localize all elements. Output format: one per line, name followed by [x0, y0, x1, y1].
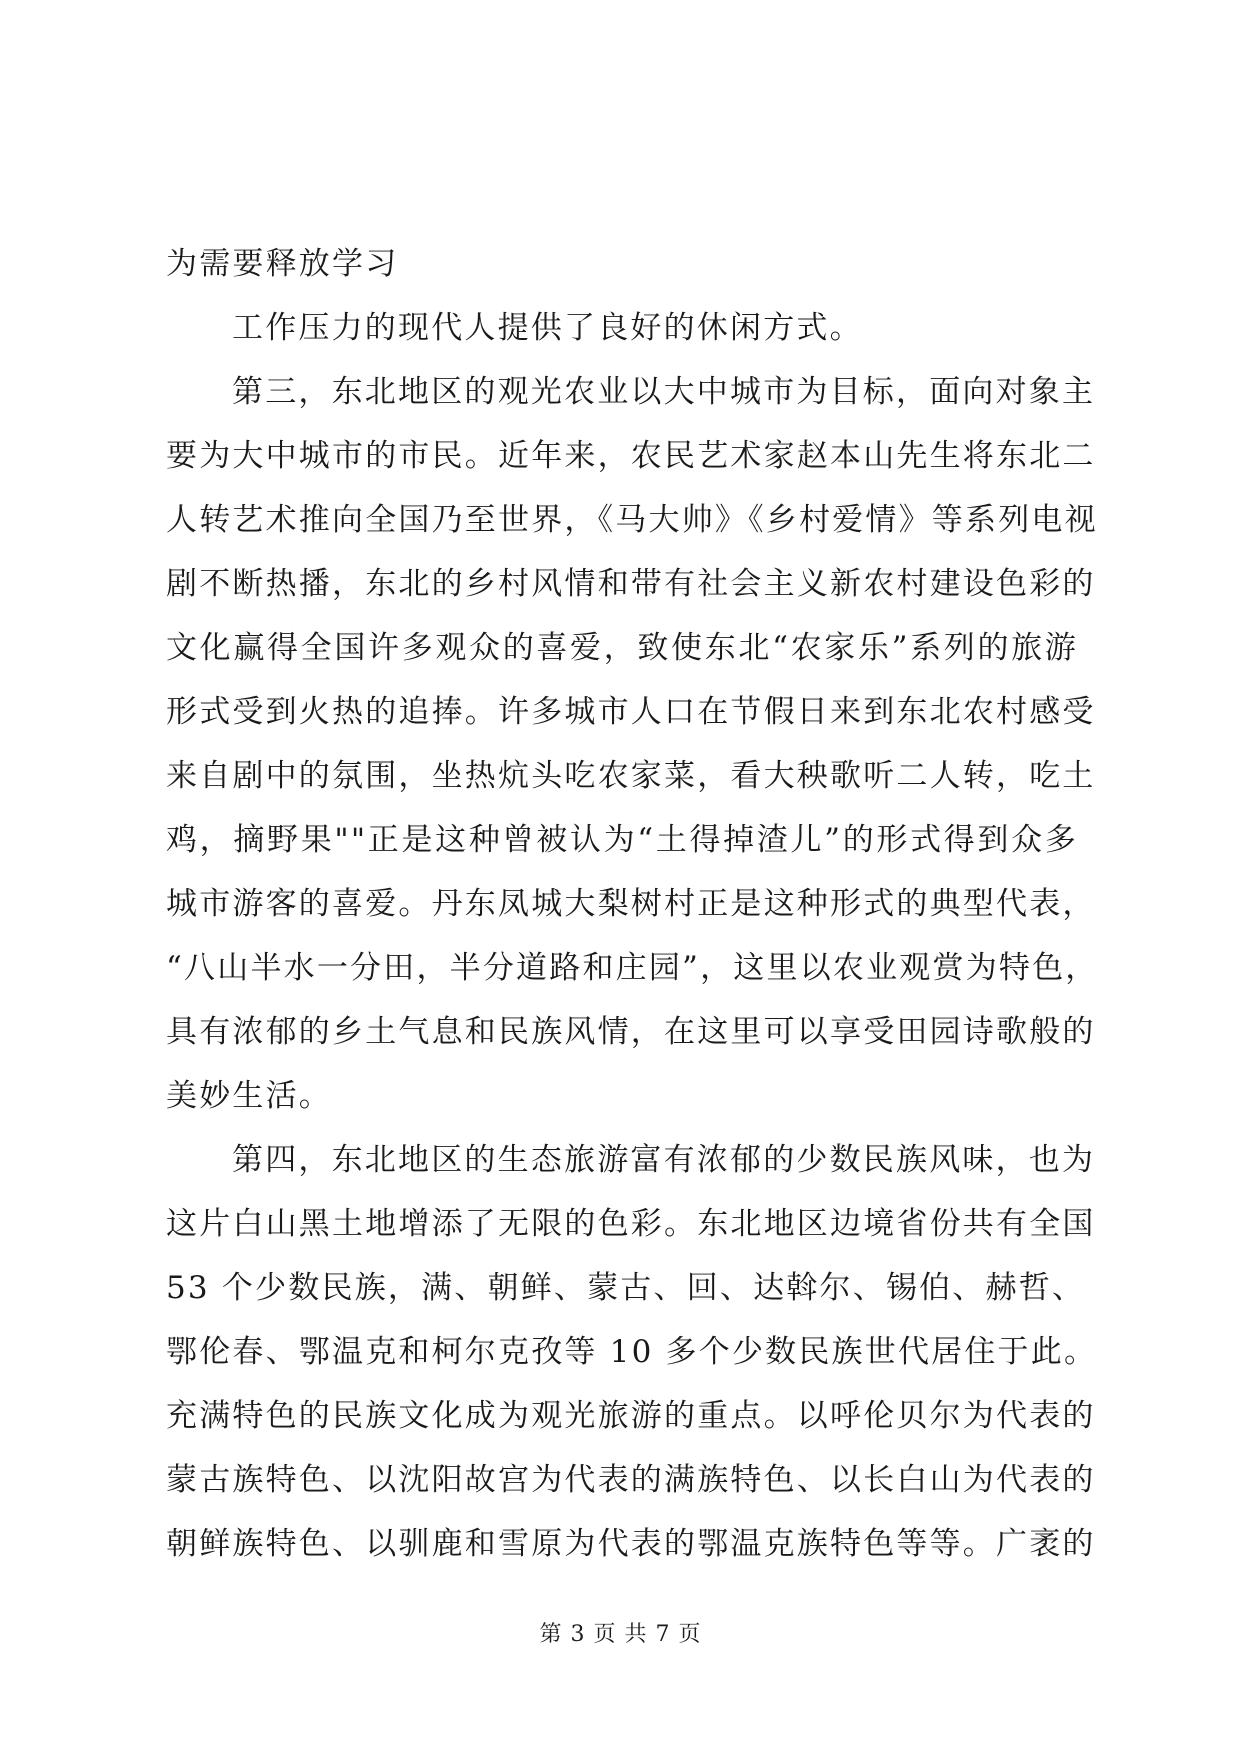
text-line: 人转艺术推向全国乃至世界，《马大帅》《乡村爱情》等系列电视: [166, 502, 1098, 538]
text-line: “八山半水一分田，半分道路和庄园”，这里以农业观赏为特色，: [166, 950, 1099, 986]
text-line: 鄂伦春、鄂温克和柯尔克孜等 10 多个少数民族世代居住于此。: [166, 1334, 1098, 1370]
text-line: 工作压力的现代人提供了良好的休闲方式。: [232, 310, 863, 346]
text-line: 文化赢得全国许多观众的喜爱，致使东北“农家乐”系列的旅游: [166, 630, 1078, 666]
text-line: 朝鲜族特色、以驯鹿和雪原为代表的鄂温克族特色等等。广袤的: [166, 1526, 1096, 1562]
text-line: 为需要释放学习: [166, 246, 399, 282]
text-line: 第四，东北地区的生态旅游富有浓郁的少数民族风味，也为: [232, 1142, 1096, 1178]
text-line: 第三，东北地区的观光农业以大中城市为目标，面向对象主: [232, 374, 1096, 410]
text-line: 要为大中城市的市民。近年来，农民艺术家赵本山先生将东北二: [166, 438, 1096, 474]
text-line: 具有浓郁的乡土气息和民族风情，在这里可以享受田园诗歌般的: [166, 1014, 1096, 1050]
text-line: 来自剧中的氛围，坐热炕头吃农家菜，看大秧歌听二人转，吃土: [166, 758, 1096, 794]
text-line: 美妙生活。: [166, 1078, 332, 1114]
text-line: 53 个少数民族，满、朝鲜、蒙古、回、达斡尔、锡伯、赫哲、: [166, 1270, 1086, 1306]
text-line: 城市游客的喜爱。丹东凤城大梨树村正是这种形式的典型代表，: [166, 886, 1096, 922]
text-line: 鸡，摘野果""正是这种曾被认为“土得掉渣儿”的形式得到众多: [166, 822, 1078, 858]
body-text: [166, 232, 1099, 1576]
page-footer: 第 3 页 共 7 页: [539, 1622, 702, 1647]
text-line: 充满特色的民族文化成为观光旅游的重点。以呼伦贝尔为代表的: [166, 1398, 1096, 1434]
text-line: 形式受到火热的追捧。许多城市人口在节假日来到东北农村感受: [166, 694, 1096, 730]
text-line: 这片白山黑土地增添了无限的色彩。东北地区边境省份共有全国: [166, 1206, 1096, 1242]
text-line: 剧不断热播，东北的乡村风情和带有社会主义新农村建设色彩的: [166, 566, 1096, 602]
text-line: 蒙古族特色、以沈阳故宫为代表的满族特色、以长白山为代表的: [166, 1462, 1096, 1498]
